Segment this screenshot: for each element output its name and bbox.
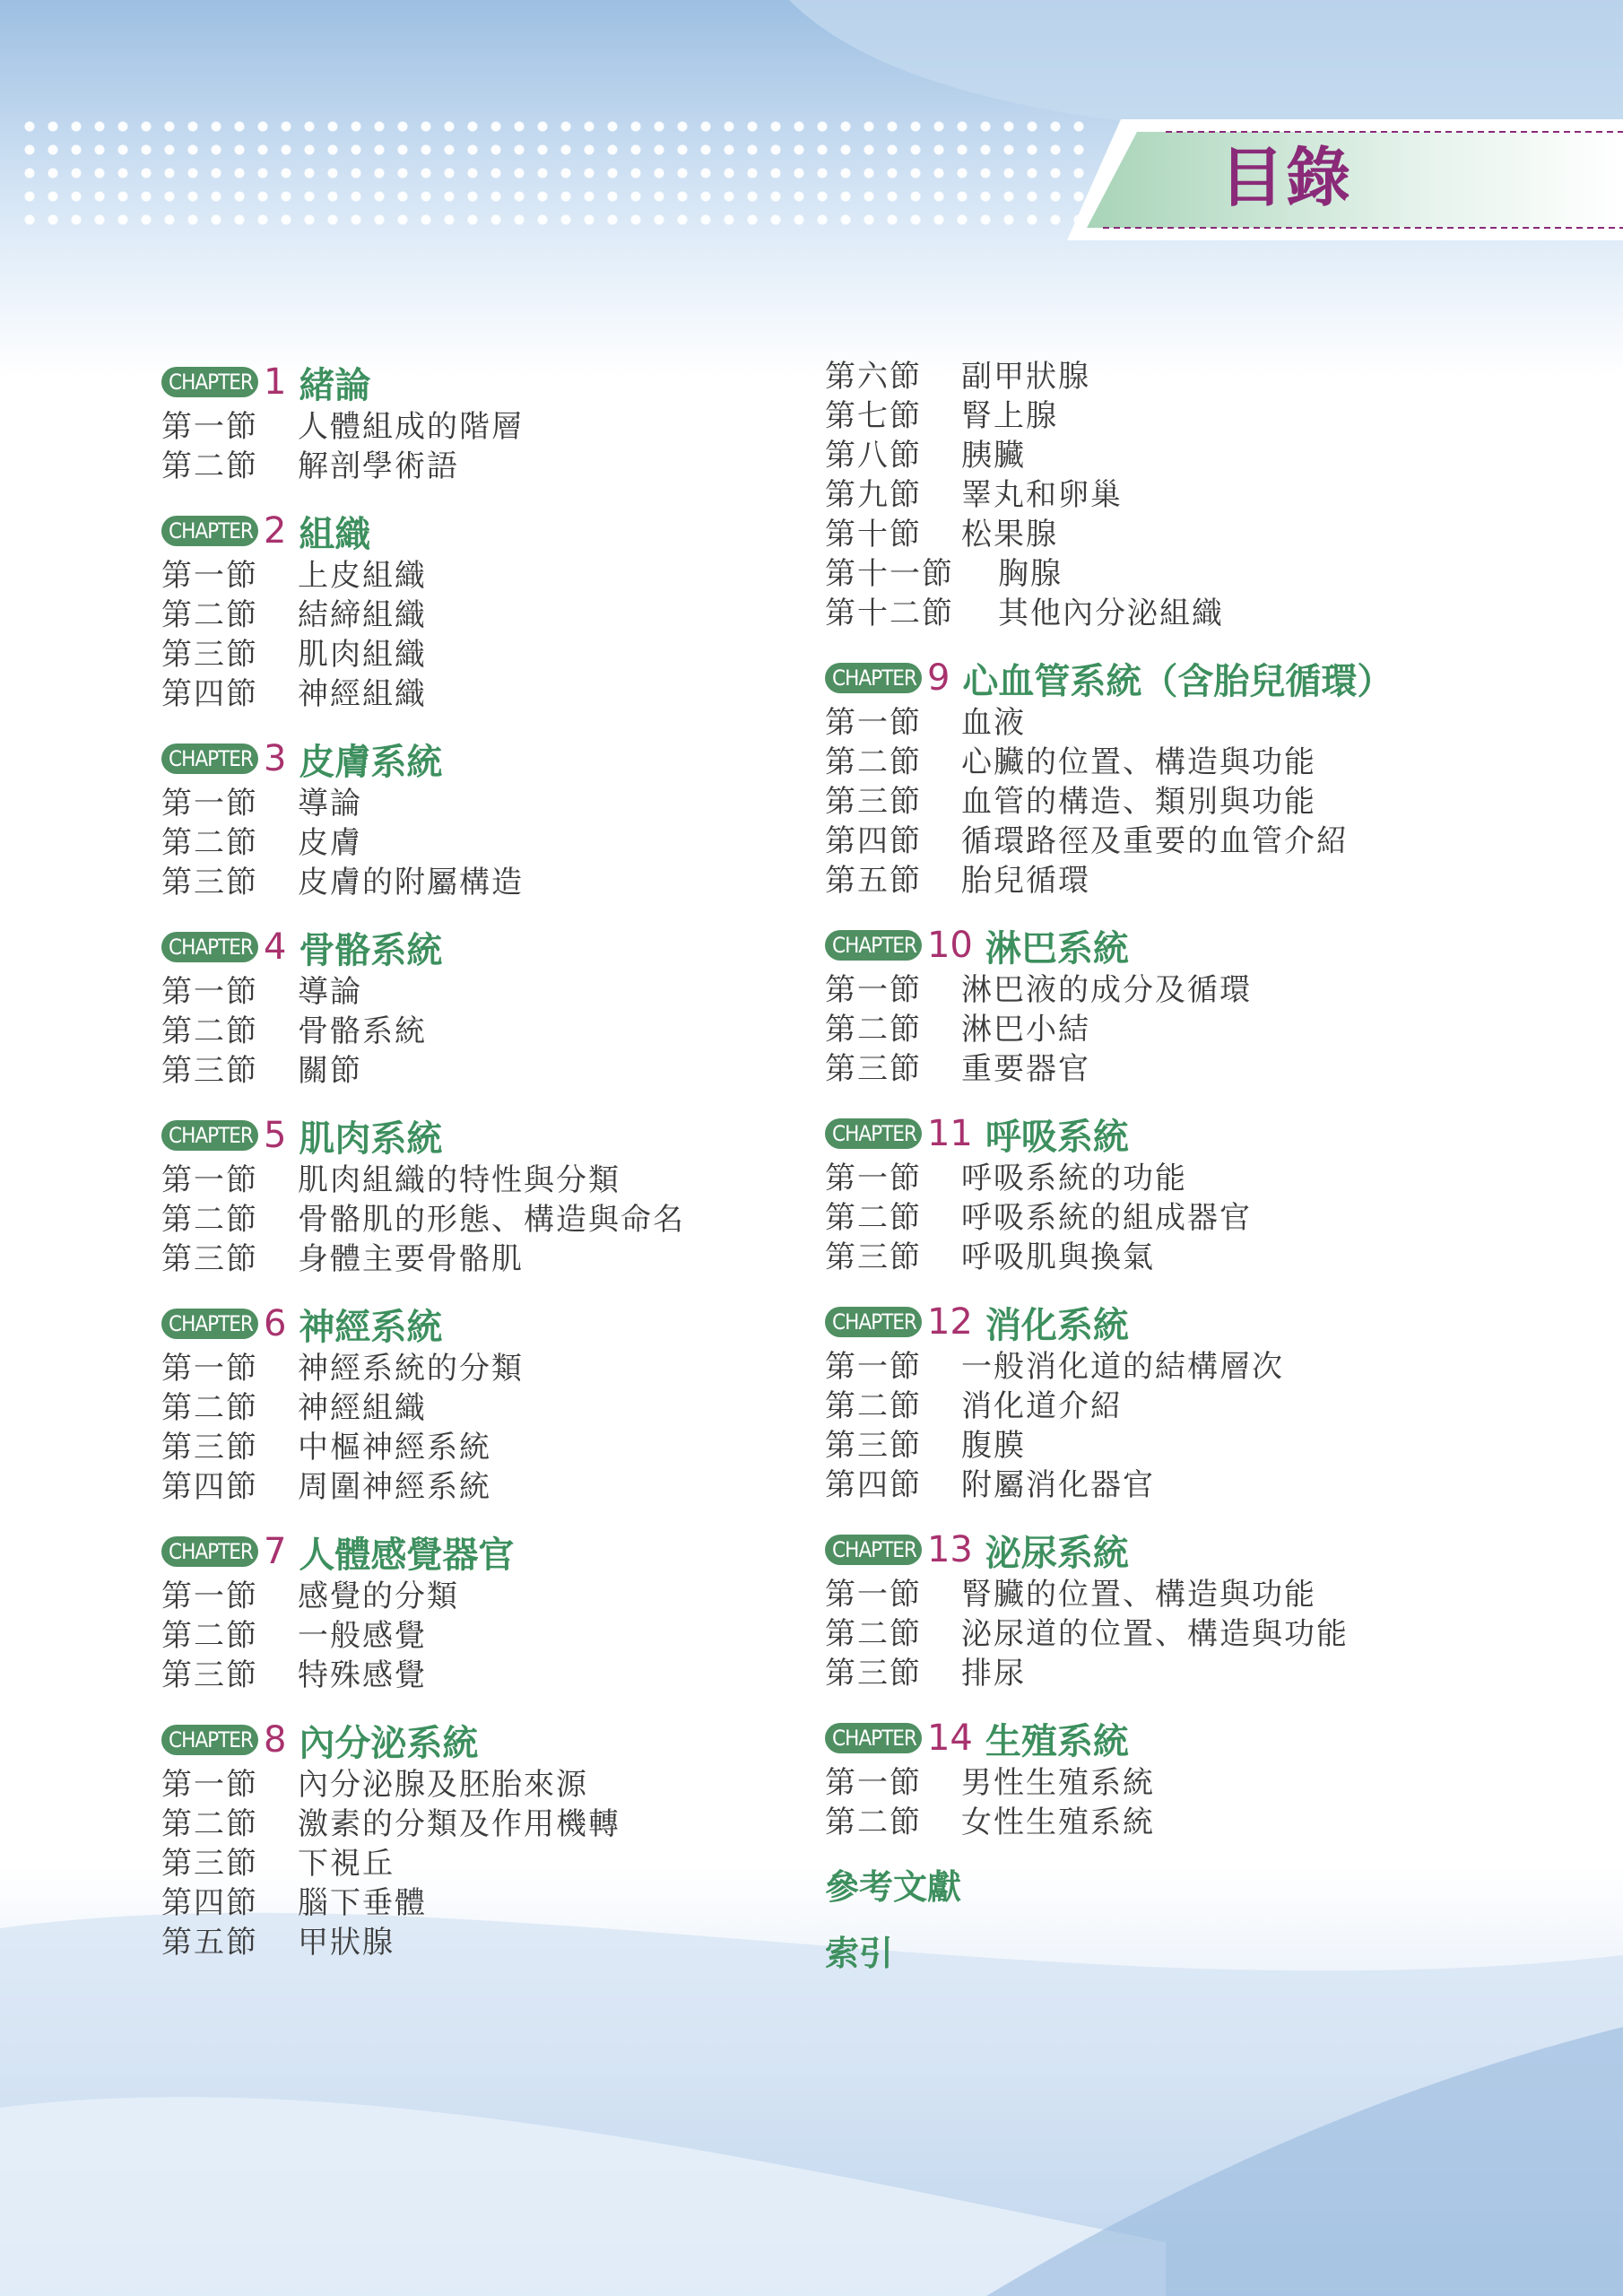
section-title: 甲狀腺	[298, 1925, 395, 1961]
section-list	[825, 1575, 1596, 1693]
section-entry[interactable]	[825, 1803, 1596, 1842]
section-entry[interactable]	[825, 970, 1596, 1010]
section-list	[161, 556, 807, 714]
section-title: 腎上腺	[961, 398, 1058, 434]
section-label: 第二節	[161, 1202, 258, 1238]
chapter-number: 3	[263, 738, 287, 779]
chapter-number: 6	[263, 1303, 287, 1344]
section-entry[interactable]	[161, 1923, 807, 1962]
section-label: 第五節	[825, 863, 922, 899]
toc-left-column	[161, 357, 807, 1982]
section-title: 神經組織	[298, 1390, 427, 1426]
section-entry[interactable]	[161, 1844, 807, 1883]
section-entry[interactable]	[161, 447, 807, 486]
chapter-title: 淋巴系統	[985, 926, 1129, 970]
chapter-heading[interactable]	[825, 1297, 1596, 1347]
index-link[interactable]: 索引	[825, 1933, 894, 1973]
section-label: 第二節	[825, 1200, 922, 1236]
section-entry[interactable]	[825, 436, 1596, 475]
section-title: 淋巴小結	[961, 1012, 1090, 1048]
chapter-number: 2	[263, 510, 287, 552]
chapter-block	[825, 1109, 1596, 1277]
section-label: 第四節	[161, 1469, 258, 1505]
section-title: 呼吸系統的組成器官	[961, 1200, 1252, 1236]
section-list	[161, 784, 807, 902]
chapter-8-continued	[825, 357, 1596, 633]
chapter-number: 8	[263, 1719, 287, 1761]
section-entry[interactable]	[825, 861, 1596, 900]
section-entry[interactable]	[825, 1575, 1596, 1614]
chapter-block	[161, 1715, 807, 1962]
chapter-title: 生殖系統	[985, 1719, 1129, 1762]
chapter-number: 14	[926, 1718, 973, 1759]
section-title: 周圍神經系統	[298, 1469, 491, 1505]
section-title: 腹膜	[961, 1428, 1026, 1464]
section-title: 肌肉組織的特性與分類	[298, 1162, 621, 1198]
chapter-title: 皮膚系統	[299, 740, 443, 783]
section-entry[interactable]	[161, 1428, 807, 1467]
chapter-title: 骨骼系統	[299, 928, 443, 971]
section-entry[interactable]	[825, 822, 1596, 861]
section-title: 心臟的位置、構造與功能	[961, 744, 1316, 780]
section-label: 第三節	[825, 784, 922, 820]
section-entry[interactable]	[825, 396, 1596, 436]
section-title: 胎兒循環	[961, 863, 1090, 899]
dot-pattern	[18, 115, 1085, 231]
section-label: 第三節	[825, 1428, 922, 1464]
section-entry[interactable]	[825, 357, 1596, 396]
section-entry[interactable]	[825, 703, 1596, 743]
section-label: 第三節	[161, 1657, 258, 1693]
section-label: 第五節	[161, 1925, 258, 1961]
section-title: 上皮組織	[298, 558, 427, 594]
chapter-heading[interactable]	[825, 1713, 1596, 1763]
section-label: 第二節	[825, 744, 922, 780]
page-title: 目錄	[1219, 140, 1353, 215]
toc-right-column	[825, 357, 1596, 1979]
chapter-badge: CHAPTER	[825, 930, 922, 961]
section-label: 第一節	[825, 1161, 922, 1196]
chapter-heading[interactable]	[825, 653, 1596, 703]
section-entry[interactable]	[825, 1614, 1596, 1654]
section-entry[interactable]	[161, 556, 807, 596]
section-entry[interactable]	[161, 863, 807, 902]
section-entry[interactable]	[161, 823, 807, 863]
section-label: 第一節	[161, 1351, 258, 1387]
chapter-block	[825, 920, 1596, 1089]
section-label: 第二節	[825, 1388, 922, 1424]
chapter-title: 神經系統	[299, 1305, 443, 1348]
section-label: 第一節	[825, 1577, 922, 1613]
section-title: 人體組成的階層	[298, 409, 524, 445]
title-banner	[1067, 119, 1623, 240]
chapter-title: 泌尿系統	[985, 1531, 1129, 1574]
section-label: 第一節	[825, 972, 922, 1008]
section-entry[interactable]	[825, 475, 1596, 515]
section-title: 感覺的分類	[298, 1578, 459, 1614]
section-label: 第三節	[161, 1430, 258, 1465]
section-title: 副甲狀腺	[961, 359, 1090, 395]
section-title: 關節	[298, 1053, 362, 1089]
chapter-heading[interactable]	[161, 922, 807, 972]
section-title: 重要器官	[961, 1051, 1090, 1087]
section-entry[interactable]	[161, 784, 807, 823]
chapter-badge: CHAPTER	[161, 1536, 258, 1567]
section-list	[161, 407, 807, 486]
chapter-number: 11	[926, 1113, 973, 1154]
chapter-title: 消化系統	[985, 1303, 1129, 1346]
chapter-block	[825, 1713, 1596, 1842]
section-label: 第一節	[825, 1349, 922, 1385]
section-title: 呼吸肌與換氣	[961, 1239, 1155, 1275]
section-label: 第二節	[825, 1616, 922, 1652]
section-title: 導論	[298, 974, 362, 1010]
section-entry[interactable]	[161, 1161, 807, 1200]
section-list	[161, 1349, 807, 1507]
section-entry[interactable]	[825, 1465, 1596, 1505]
section-label: 第七節	[825, 398, 922, 434]
section-title: 腎臟的位置、構造與功能	[961, 1577, 1316, 1613]
section-title: 血管的構造、類別與功能	[961, 784, 1316, 820]
section-label: 第二節	[161, 1618, 258, 1654]
section-title: 特殊感覺	[298, 1657, 427, 1693]
section-title: 神經系統的分類	[298, 1351, 524, 1387]
chapter-heading[interactable]	[825, 1109, 1596, 1159]
section-title: 皮膚	[298, 825, 362, 861]
chapter-block	[161, 1110, 807, 1279]
chapter-block	[825, 653, 1596, 900]
section-label: 第一節	[161, 1767, 258, 1803]
section-entry[interactable]	[161, 1577, 807, 1616]
chapter-badge: CHAPTER	[161, 516, 258, 546]
chapter-badge: CHAPTER	[161, 744, 258, 774]
chapter-badge: CHAPTER	[825, 1118, 922, 1149]
chapter-title: 呼吸系統	[985, 1115, 1129, 1158]
section-entry[interactable]	[161, 635, 807, 674]
section-entry[interactable]	[161, 596, 807, 635]
chapter-heading[interactable]	[161, 1715, 807, 1765]
section-list	[161, 1577, 807, 1695]
section-label: 第一節	[161, 974, 258, 1010]
section-title: 身體主要骨骼肌	[298, 1241, 524, 1277]
section-list	[161, 972, 807, 1091]
section-list	[825, 1159, 1596, 1277]
chapter-badge: CHAPTER	[825, 1307, 922, 1337]
section-title: 骨骼肌的形態、構造與命名	[298, 1202, 685, 1238]
section-entry[interactable]	[161, 1200, 807, 1239]
section-entry[interactable]	[161, 407, 807, 447]
chapter-number: 12	[926, 1301, 973, 1343]
section-title: 睪丸和卵巢	[961, 477, 1123, 513]
section-label: 第四節	[161, 676, 258, 712]
chapter-badge: CHAPTER	[825, 1535, 922, 1565]
section-entry[interactable]	[825, 743, 1596, 782]
section-entry[interactable]	[825, 1654, 1596, 1693]
section-entry[interactable]	[825, 1347, 1596, 1387]
section-title: 導論	[298, 786, 362, 822]
section-entry[interactable]	[825, 515, 1596, 554]
section-title: 胰臟	[961, 438, 1026, 474]
section-entry[interactable]	[161, 972, 807, 1012]
section-title: 肌肉組織	[298, 637, 427, 673]
section-entry[interactable]	[825, 1763, 1596, 1803]
section-entry[interactable]	[825, 1426, 1596, 1465]
section-label: 第十一節	[825, 556, 954, 592]
section-label: 第九節	[825, 477, 922, 513]
section-title: 淋巴液的成分及循環	[961, 972, 1252, 1008]
chapter-badge: CHAPTER	[161, 367, 258, 397]
section-title: 泌尿道的位置、構造與功能	[961, 1616, 1349, 1652]
chapter-number: 4	[263, 926, 287, 968]
chapter-heading[interactable]	[161, 734, 807, 784]
section-list	[825, 970, 1596, 1089]
chapter-block	[161, 1299, 807, 1507]
section-label: 第三節	[825, 1051, 922, 1087]
chapter-block	[825, 1297, 1596, 1505]
section-title: 循環路徑及重要的血管介紹	[961, 823, 1349, 859]
section-title: 呼吸系統的功能	[961, 1161, 1187, 1196]
section-entry[interactable]	[161, 674, 807, 714]
chapter-title: 緒論	[299, 363, 371, 406]
section-label: 第二節	[161, 825, 258, 861]
section-title: 中樞神經系統	[298, 1430, 491, 1465]
chapter-title: 人體感覺器官	[299, 1533, 515, 1576]
chapter-heading[interactable]	[161, 357, 807, 407]
section-label: 第三節	[161, 637, 258, 673]
section-entry[interactable]	[825, 1049, 1596, 1089]
section-label: 第四節	[825, 1467, 922, 1503]
section-title: 消化道介紹	[961, 1388, 1123, 1424]
section-label: 第四節	[825, 823, 922, 859]
section-label: 第二節	[161, 597, 258, 633]
section-entry[interactable]	[825, 1387, 1596, 1426]
section-title: 其他內分泌組織	[998, 596, 1224, 631]
section-label: 第三節	[161, 1241, 258, 1277]
section-label: 第十二節	[825, 596, 954, 631]
chapter-title: 心血管系統（含胎兒循環）	[962, 659, 1393, 702]
section-title: 內分泌腺及胚胎來源	[298, 1767, 588, 1803]
section-title: 一般消化道的結構層次	[961, 1349, 1284, 1385]
section-list	[825, 357, 1596, 633]
section-label: 第一節	[161, 558, 258, 594]
chapter-number: 13	[926, 1529, 973, 1570]
section-label: 第八節	[825, 438, 922, 474]
section-label: 第一節	[825, 705, 922, 741]
section-title: 排尿	[961, 1656, 1026, 1692]
section-list	[161, 1765, 807, 1962]
chapter-heading[interactable]	[825, 1525, 1596, 1575]
section-list	[161, 1161, 807, 1279]
chapter-block	[161, 357, 807, 486]
section-entry[interactable]	[161, 1883, 807, 1923]
section-entry[interactable]	[161, 1765, 807, 1805]
section-label: 第一節	[161, 786, 258, 822]
section-title: 激素的分類及作用機轉	[298, 1806, 621, 1842]
section-label: 第二節	[825, 1805, 922, 1840]
section-list	[825, 703, 1596, 900]
section-entry[interactable]	[161, 1051, 807, 1091]
section-entry[interactable]	[161, 1656, 807, 1695]
section-label: 第二節	[161, 1390, 258, 1426]
section-label: 第二節	[825, 1012, 922, 1048]
section-entry[interactable]	[161, 1388, 807, 1428]
chapter-block	[161, 506, 807, 714]
chapter-heading[interactable]	[161, 506, 807, 556]
section-label: 第四節	[161, 1885, 258, 1921]
chapter-number: 9	[926, 657, 950, 699]
chapter-block	[161, 1526, 807, 1695]
chapter-heading[interactable]	[161, 1526, 807, 1577]
chapter-heading[interactable]	[161, 1110, 807, 1161]
section-entry[interactable]	[161, 1012, 807, 1051]
chapter-badge: CHAPTER	[825, 1723, 922, 1753]
section-label: 第二節	[161, 1806, 258, 1842]
chapter-badge: CHAPTER	[161, 1725, 258, 1755]
section-label: 第二節	[161, 1013, 258, 1049]
section-label: 第十節	[825, 517, 922, 552]
chapter-number: 10	[926, 925, 973, 966]
chapter-title: 內分泌系統	[299, 1721, 479, 1764]
section-list	[825, 1347, 1596, 1505]
chapter-badge: CHAPTER	[161, 1120, 258, 1151]
section-entry[interactable]	[825, 554, 1596, 594]
section-title: 男性生殖系統	[961, 1765, 1155, 1801]
section-entry[interactable]	[825, 1010, 1596, 1049]
section-entry[interactable]	[825, 1159, 1596, 1198]
section-title: 神經組織	[298, 676, 427, 712]
section-label: 第三節	[825, 1239, 922, 1275]
chapter-badge: CHAPTER	[825, 663, 922, 693]
section-title: 附屬消化器官	[961, 1467, 1155, 1503]
section-title: 松果腺	[961, 517, 1058, 552]
section-label: 第二節	[161, 448, 258, 484]
section-label: 第一節	[161, 1578, 258, 1614]
section-label: 第三節	[825, 1656, 922, 1692]
section-title: 解剖學術語	[298, 448, 459, 484]
section-title: 女性生殖系統	[961, 1805, 1155, 1840]
section-entry[interactable]	[825, 1198, 1596, 1238]
chapter-block	[825, 1525, 1596, 1693]
chapter-number: 1	[263, 361, 287, 403]
section-entry[interactable]	[825, 782, 1596, 822]
section-label: 第三節	[161, 1846, 258, 1882]
section-entry[interactable]	[161, 1349, 807, 1388]
section-title: 血液	[961, 705, 1026, 741]
section-label: 第一節	[161, 409, 258, 445]
section-entry[interactable]	[825, 594, 1596, 633]
section-entry[interactable]	[825, 1238, 1596, 1277]
section-label: 第三節	[161, 865, 258, 900]
section-title: 胸腺	[998, 556, 1063, 592]
chapter-number: 5	[263, 1115, 287, 1156]
references-link[interactable]: 參考文獻	[825, 1866, 962, 1907]
section-label: 第一節	[825, 1765, 922, 1801]
section-entry[interactable]	[161, 1467, 807, 1507]
chapter-title: 組織	[299, 512, 371, 555]
section-title: 皮膚的附屬構造	[298, 865, 524, 900]
section-title: 下視丘	[298, 1846, 395, 1882]
chapter-heading[interactable]	[161, 1299, 807, 1349]
section-label: 第六節	[825, 359, 922, 395]
chapter-heading[interactable]	[825, 920, 1596, 970]
chapter-badge: CHAPTER	[161, 1309, 258, 1339]
section-title: 結締組織	[298, 597, 427, 633]
chapter-title: 肌肉系統	[299, 1117, 443, 1160]
chapter-badge: CHAPTER	[161, 932, 258, 962]
chapter-block	[161, 734, 807, 902]
section-entry[interactable]	[161, 1616, 807, 1656]
section-label: 第三節	[161, 1053, 258, 1089]
section-entry[interactable]	[161, 1805, 807, 1844]
section-title: 骨骼系統	[298, 1013, 427, 1049]
section-title: 腦下垂體	[298, 1885, 427, 1921]
chapter-block	[161, 922, 807, 1091]
chapter-number: 7	[263, 1531, 287, 1572]
section-entry[interactable]	[161, 1239, 807, 1279]
section-list	[825, 1763, 1596, 1842]
section-title: 一般感覺	[298, 1618, 427, 1654]
section-label: 第一節	[161, 1162, 258, 1198]
